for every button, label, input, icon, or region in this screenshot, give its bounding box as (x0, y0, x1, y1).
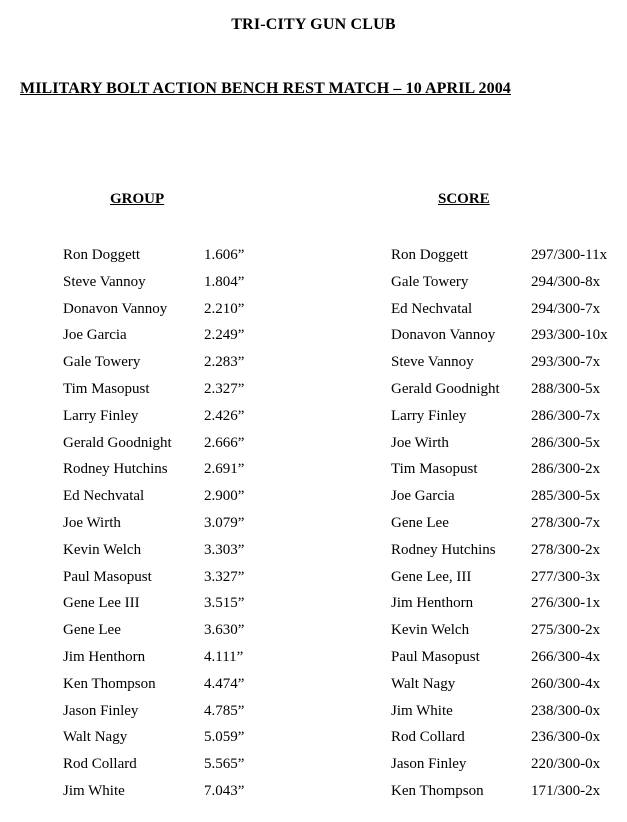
group-value: 2.327” (204, 380, 245, 397)
group-row (63, 592, 283, 619)
score-value: 294/300-7x (531, 300, 601, 317)
group-shooter-name: Jim Henthorn (63, 648, 146, 665)
score-row (391, 351, 621, 378)
group-shooter-name: Gale Towery (63, 354, 141, 371)
group-shooter-name: Rod Collard (63, 756, 137, 773)
score-row (391, 700, 621, 727)
score-row (391, 485, 621, 512)
group-shooter-name: Jason Finley (63, 702, 139, 719)
group-value: 5.059” (204, 729, 245, 746)
group-row (63, 700, 283, 727)
score-shooter-name: Jim Henthorn (391, 595, 474, 612)
group-value: 2.666” (204, 434, 245, 451)
group-shooter-name: Ken Thompson (63, 675, 156, 692)
group-shooter-name: Larry Finley (63, 407, 139, 424)
group-results-list (63, 244, 283, 807)
group-shooter-name: Steve Vannoy (63, 273, 146, 290)
score-value: 288/300-5x (531, 380, 601, 397)
score-row (391, 405, 621, 432)
group-shooter-name: Gene Lee (63, 622, 121, 639)
score-value: 293/300-7x (531, 354, 601, 371)
score-shooter-name: Paul Masopust (391, 648, 480, 665)
score-heading: SCORE (438, 191, 490, 207)
score-value: 293/300-10x (531, 327, 608, 344)
group-shooter-name: Rodney Hutchins (63, 461, 168, 478)
score-shooter-name: Gene Lee, III (391, 568, 472, 585)
score-shooter-name: Joe Wirth (391, 434, 449, 451)
group-row (63, 753, 283, 780)
score-row (391, 566, 621, 593)
group-heading: GROUP (110, 191, 165, 207)
group-row (63, 780, 283, 807)
group-value: 2.249” (204, 327, 245, 344)
group-row (63, 405, 283, 432)
group-shooter-name: Joe Wirth (63, 514, 121, 531)
group-value: 3.079” (204, 514, 245, 531)
score-value: 285/300-5x (531, 488, 601, 505)
score-value: 171/300-2x (531, 782, 601, 799)
group-shooter-name: Gerald Goodnight (63, 434, 172, 451)
score-value: 286/300-2x (531, 461, 601, 478)
score-value: 278/300-7x (531, 514, 601, 531)
group-value: 1.804” (204, 273, 245, 290)
group-shooter-name: Kevin Welch (63, 541, 142, 558)
score-shooter-name: Jim White (391, 702, 453, 719)
group-row (63, 726, 283, 753)
score-value: 277/300-3x (531, 568, 601, 585)
score-row (391, 298, 621, 325)
group-shooter-name: Gene Lee III (63, 595, 140, 612)
group-value: 4.474” (204, 675, 245, 692)
score-row (391, 324, 621, 351)
group-value: 2.210” (204, 300, 245, 317)
group-row (63, 351, 283, 378)
group-value: 2.426” (204, 407, 245, 424)
group-shooter-name: Paul Masopust (63, 568, 152, 585)
group-row (63, 673, 283, 700)
group-row (63, 324, 283, 351)
score-value: 294/300-8x (531, 273, 601, 290)
score-row (391, 592, 621, 619)
score-shooter-name: Gerald Goodnight (391, 380, 500, 397)
score-shooter-name: Ron Doggett (391, 247, 469, 263)
group-value: 2.900” (204, 488, 245, 505)
score-row (391, 646, 621, 673)
group-row (63, 485, 283, 512)
score-row (391, 378, 621, 405)
score-row (391, 458, 621, 485)
score-row (391, 432, 621, 459)
group-shooter-name: Jim White (63, 782, 125, 799)
group-row (63, 512, 283, 539)
score-value: 276/300-1x (531, 595, 601, 612)
score-row (391, 619, 621, 646)
score-results-list (391, 244, 621, 807)
score-value: 286/300-5x (531, 434, 601, 451)
group-value: 3.327” (204, 568, 245, 585)
group-row (63, 566, 283, 593)
group-value: 4.111” (204, 648, 244, 665)
score-shooter-name: Ed Nechvatal (391, 300, 473, 317)
group-row (63, 458, 283, 485)
score-shooter-name: Gale Towery (391, 273, 469, 290)
group-shooter-name: Joe Garcia (63, 327, 127, 344)
group-value: 2.691” (204, 461, 245, 478)
page-title: TRI-CITY GUN CLUB (231, 16, 396, 33)
group-shooter-name: Walt Nagy (63, 729, 128, 746)
score-value: 260/300-4x (531, 675, 601, 692)
score-value: 236/300-0x (531, 729, 601, 746)
score-row (391, 271, 621, 298)
group-value: 3.515” (204, 595, 245, 612)
group-row (63, 539, 283, 566)
score-row (391, 539, 621, 566)
group-value: 4.785” (204, 702, 245, 719)
match-title: MILITARY BOLT ACTION BENCH REST MATCH – 10 APRIL 2004 (20, 80, 511, 97)
group-row (63, 619, 283, 646)
score-value: 297/300-11x (531, 247, 608, 263)
score-shooter-name: Walt Nagy (391, 675, 456, 692)
score-row (391, 780, 621, 807)
group-value: 7.043” (204, 782, 245, 799)
score-shooter-name: Rodney Hutchins (391, 541, 496, 558)
score-value: 286/300-7x (531, 407, 601, 424)
score-shooter-name: Larry Finley (391, 407, 467, 424)
group-row (63, 244, 283, 271)
group-row (63, 271, 283, 298)
score-shooter-name: Jason Finley (391, 756, 467, 773)
group-value: 3.303” (204, 541, 245, 558)
score-shooter-name: Steve Vannoy (391, 354, 474, 371)
group-shooter-name: Donavon Vannoy (63, 300, 168, 317)
group-row (63, 378, 283, 405)
group-row (63, 432, 283, 459)
group-row (63, 646, 283, 673)
group-shooter-name: Ed Nechvatal (63, 488, 145, 505)
score-row (391, 753, 621, 780)
group-value: 2.283” (204, 354, 245, 371)
group-row (63, 298, 283, 325)
score-value: 275/300-2x (531, 622, 601, 639)
score-row (391, 244, 621, 271)
score-shooter-name: Donavon Vannoy (391, 327, 496, 344)
group-value: 3.630” (204, 622, 245, 639)
score-value: 266/300-4x (531, 648, 601, 665)
score-value: 220/300-0x (531, 756, 601, 773)
score-shooter-name: Ken Thompson (391, 782, 484, 799)
group-shooter-name: Ron Doggett (63, 247, 141, 263)
score-shooter-name: Tim Masopust (391, 461, 478, 478)
group-shooter-name: Tim Masopust (63, 380, 150, 397)
score-shooter-name: Kevin Welch (391, 622, 470, 639)
group-value: 5.565” (204, 756, 245, 773)
score-shooter-name: Gene Lee (391, 514, 449, 531)
score-value: 238/300-0x (531, 702, 601, 719)
score-shooter-name: Rod Collard (391, 729, 465, 746)
score-row (391, 726, 621, 753)
score-shooter-name: Joe Garcia (391, 488, 455, 505)
score-row (391, 673, 621, 700)
group-value: 1.606” (204, 247, 245, 263)
score-value: 278/300-2x (531, 541, 601, 558)
score-row (391, 512, 621, 539)
